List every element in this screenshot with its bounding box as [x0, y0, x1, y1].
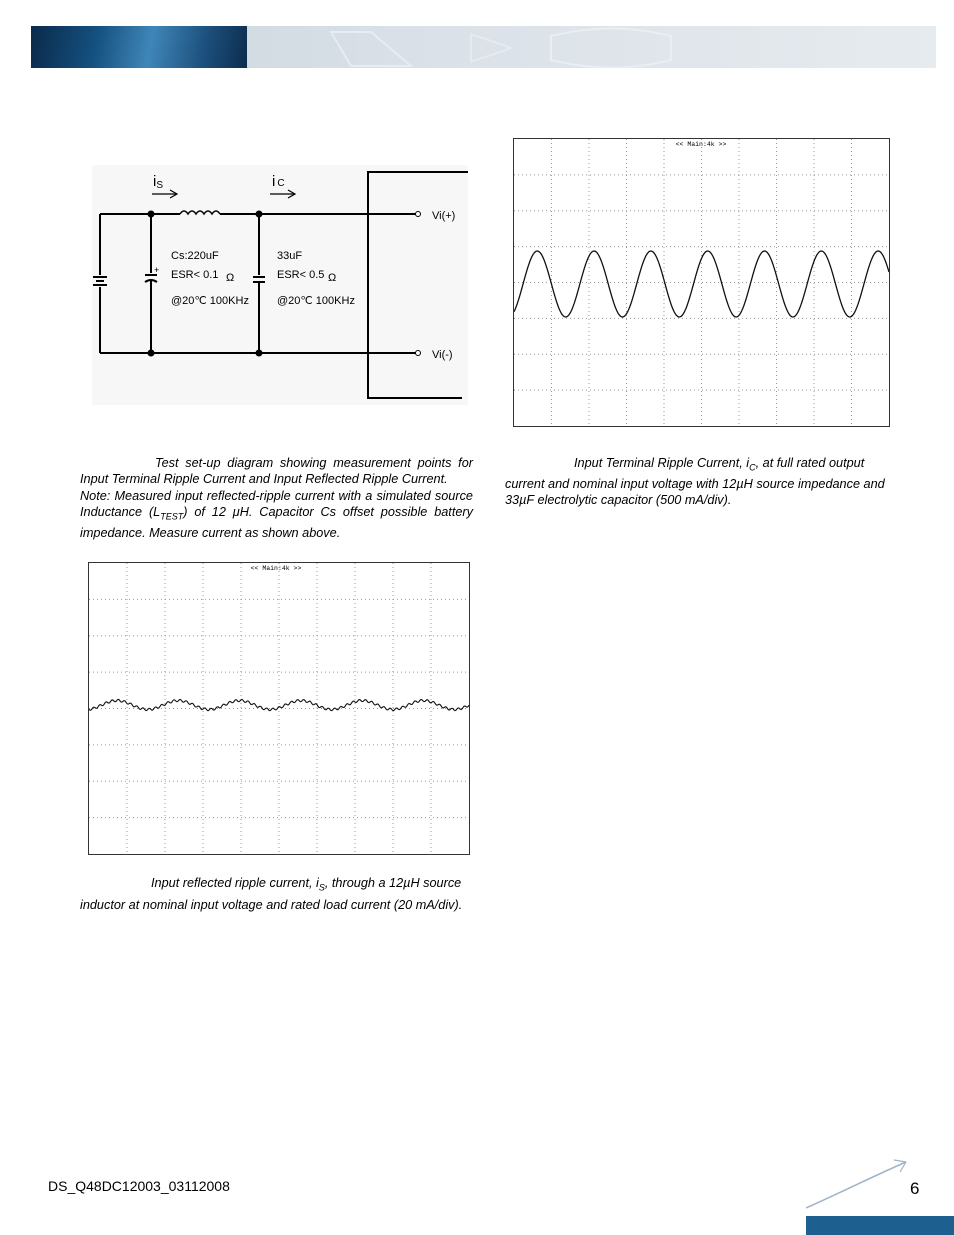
cs-esr: ESR< 0.1 — [171, 269, 219, 281]
scope-bottom-label: << Main:4k >> — [250, 565, 302, 572]
c2-value: 33uF — [277, 250, 303, 262]
page-number: 6 — [910, 1179, 920, 1198]
setup-caption — [80, 455, 473, 541]
vi-plus-label: Vi(+) — [432, 210, 456, 222]
document-id: DS_Q48DC12003_03112008 — [48, 1178, 230, 1194]
is-caption: Input reflected ripple current, $i_S$, through a 12µH source inductor at nominal input voltage and rated load current (20 mA/div). — [80, 876, 463, 913]
c2-temp: @20℃ 100KHz — [277, 295, 355, 307]
vi-minus-label: Vi(-) — [432, 349, 453, 361]
cs-ohm: Ω — [226, 272, 235, 284]
c2-esr: ESR< 0.5 — [277, 269, 325, 281]
ic-caption: Input Terminal Ripple Current, $i_C$, at full rated output current and nominal input voltage with 12µH source impedance and 33µF electrolytic capacitor (500 mA/div). — [505, 456, 885, 508]
is-label: iS — [153, 173, 164, 191]
is-scope-trace — [89, 563, 469, 854]
is-ripple-scope — [88, 562, 470, 855]
header-banner — [31, 26, 936, 68]
svg-text:+: + — [154, 265, 160, 275]
cs-value: Cs:220uF — [171, 250, 219, 262]
ic-scope-trace — [514, 139, 889, 426]
cs-temp: @20℃ 100KHz — [171, 295, 249, 307]
banner-decor — [31, 26, 936, 68]
footer-corner-graphic — [806, 1150, 954, 1235]
c2-ohm: Ω — [328, 272, 337, 284]
test-setup-schematic — [92, 165, 468, 405]
setup-note: Note: Measured input reflected-ripple current with a simulated source Inductance $(L_{TEST})$ of 12 μH. Capacitor Cs offset possible battery impedance. Measure current as shown above. — [80, 488, 473, 540]
scope-top-label: << Main:4k >> — [675, 141, 727, 148]
ic-label: i C — [272, 173, 285, 190]
ic-ripple-scope — [513, 138, 890, 427]
setup-caption-line: Test set-up diagram showing measurement points for Input Terminal Ripple Current and Input Reflected Ripple Current. — [80, 456, 473, 487]
